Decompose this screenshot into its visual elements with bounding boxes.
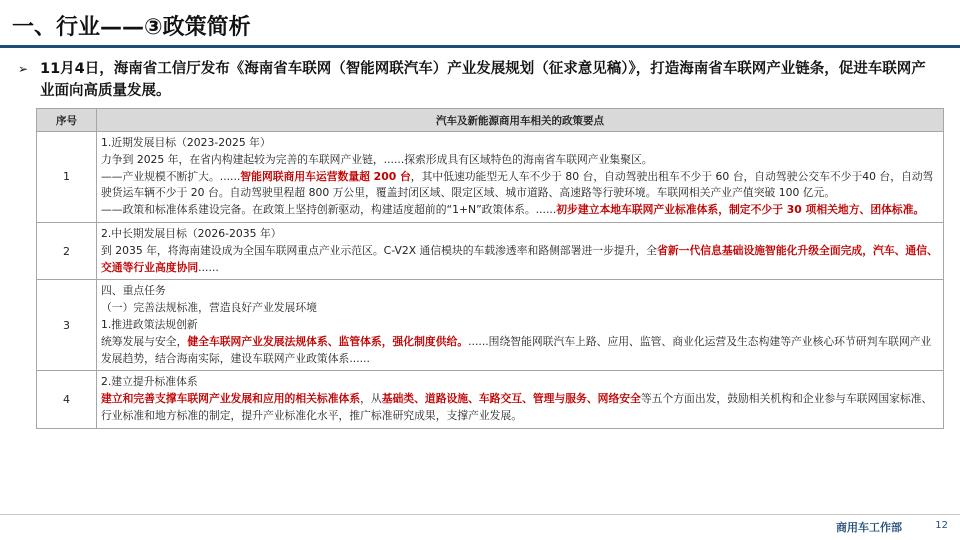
table-row — [37, 132, 944, 223]
row-content — [97, 222, 944, 279]
content-line — [101, 202, 938, 219]
body-text: ......围绕智能网联汽车上路、应用、监管、商业化运营及生态构建等产业核心环节研判车联网产业发展趋势，结合海南实际，建设车联网产业政策体系...... — [101, 334, 932, 365]
body-text: 到 2035 年，将海南建设成为全国车联网重点产业示范区。C-V2X 通信模块的车载渗透率和路侧部署进一步提升，全 — [101, 243, 658, 257]
highlight-text: 智能网联商用车运营数量超 200 台 — [240, 169, 411, 183]
row-index: 4 — [37, 371, 97, 428]
header-content: 汽车及新能源商用车相关的政策要点 — [97, 109, 944, 132]
body-text: ，其中低速功能型无人车不少于 80 台，自动驾驶出租车不少于 60 台，自动驾驶公交车不少于40 台，自动驾驶货运车辆不少于 20 台。自动驾驶里程超 800 万公里，覆盖封闭区域、限定区域、城市道路、高速路等行驶环境。车联网相关产业产值突破 100 亿元。 — [101, 169, 934, 200]
content-line — [101, 135, 938, 152]
intro-paragraph — [18, 58, 930, 102]
content-line — [101, 300, 938, 317]
row-index: 1 — [37, 132, 97, 223]
footer-divider — [0, 514, 960, 515]
row-content — [97, 132, 944, 223]
table-row — [37, 222, 944, 279]
body-text: 2.建立提升标准体系 — [101, 375, 198, 389]
title-divider — [0, 45, 960, 48]
bullet-arrow-icon: ➢ — [18, 62, 29, 76]
header-index: 序号 — [37, 109, 97, 132]
highlight-text: 健全车联网产业发展法规体系、监管体系，强化制度供给。 — [187, 334, 469, 348]
body-text: 力争到 2025 年，在省内构建起较为完善的车联网产业链，......探索形成具有区域特色的海南省车联网产业集聚区。 — [101, 152, 653, 166]
body-text: 统筹发展与安全， — [101, 334, 188, 348]
body-text: 2.中长期发展目标（2026-2035 年） — [101, 226, 282, 240]
body-text: 1.推进政策法规创新 — [101, 317, 198, 331]
policy-table — [36, 108, 944, 429]
table-header-row — [37, 109, 944, 132]
footer-department: 商用车工作部 — [836, 521, 902, 534]
page-title: 一、行业——③政策简析 — [12, 15, 251, 40]
content-line — [101, 391, 938, 425]
row-content — [97, 280, 944, 371]
page-number: 12 — [935, 520, 948, 531]
content-line — [101, 374, 938, 391]
body-text: 1.近期发展目标（2023-2025 年） — [101, 136, 271, 149]
table-row — [37, 280, 944, 371]
row-index: 3 — [37, 280, 97, 371]
body-text: ...... — [198, 260, 219, 274]
content-line — [101, 169, 938, 203]
content-line — [101, 226, 938, 243]
table-body — [37, 132, 944, 429]
content-line — [101, 283, 938, 300]
content-line — [101, 334, 938, 368]
highlight-text: 建立和完善支撑车联网产业发展和应用的相关标准体系 — [101, 392, 361, 406]
highlight-text: 省新一代信息基础设施智能化升级全面完成，汽车、通信、交通等行业高度协同 — [101, 243, 938, 274]
body-text: 四、重点任务 — [101, 284, 166, 298]
body-text: （一）完善法规标准，营造良好产业发展环境 — [101, 301, 317, 315]
body-text: ，从 — [360, 392, 382, 406]
content-line — [101, 243, 938, 277]
content-line — [101, 152, 938, 169]
row-index: 2 — [37, 222, 97, 279]
highlight-text: 初步建立本地车联网产业标准体系，制定不少于 30 项相关地方、团体标准。 — [556, 203, 925, 217]
row-content — [97, 371, 944, 428]
content-line — [101, 317, 938, 334]
table-row — [37, 371, 944, 428]
highlight-text: 基础类、道路设施、车路交互、管理与服务、网络安全 — [381, 392, 641, 406]
body-text: ——产业规模不断扩大。...... — [101, 169, 241, 183]
intro-text: 11月4日，海南省工信厅发布《海南省车联网（智能网联汽车）产业发展规划（征求意见稿）》，打造海南省车联网产业链条，促进车联网产业面向高质量发展。 — [40, 61, 926, 99]
body-text: 等五个方面出发，鼓励相关机构和企业参与车联网国家标准、行业标准和地方标准的制定，提升产业标准化水平，推广标准研究成果，支撑产业发展。 — [101, 392, 933, 422]
body-text: ——政策和标准体系建设完备。在政策上坚持创新驱动，构建适度超前的“1+N”政策体系。...... — [101, 203, 557, 217]
